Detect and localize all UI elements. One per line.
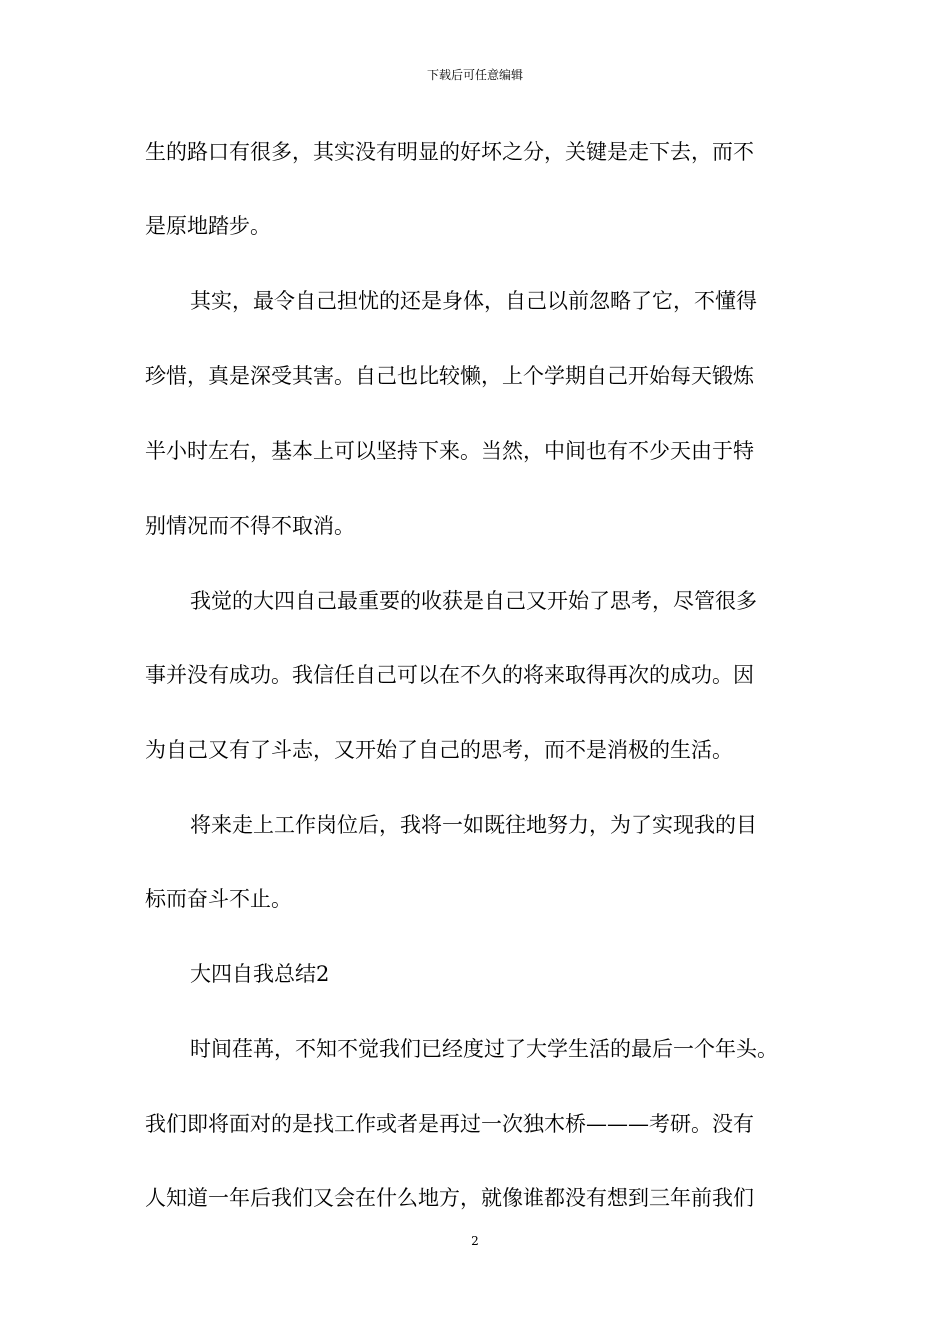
page-number: 2 bbox=[471, 1234, 479, 1248]
text-line: 标而奋斗不止。 bbox=[145, 887, 292, 911]
text-line: 半小时左右，基本上可以坚持下来。当然，中间也有不少天由于特 bbox=[145, 439, 754, 463]
text-line: 时间荏苒，不知不觉我们已经度过了大学生活的最后一个年头。 bbox=[190, 1037, 778, 1061]
text-line: 珍惜，真是深受其害。自己也比较懒，上个学期自己开始每天锻炼 bbox=[145, 364, 754, 388]
text-line: 将来走上工作岗位后，我将一如既往地努力，为了实现我的目 bbox=[190, 813, 757, 837]
text-line: 我们即将面对的是找工作或者是再过一次独木桥———考研。没有 bbox=[145, 1112, 754, 1136]
text-line: 生的路口有很多，其实没有明显的好坏之分，关键是走下去，而不 bbox=[145, 140, 754, 164]
text-line: 是原地踏步。 bbox=[145, 214, 271, 238]
text-line: 事并没有成功。我信任自己可以在不久的将来取得再次的成功。因 bbox=[145, 663, 754, 687]
text-line: 为自己又有了斗志，又开始了自己的思考，而不是消极的生活。 bbox=[145, 738, 733, 762]
section-heading: 大四自我总结2 bbox=[190, 962, 330, 986]
text-line: 人知道一年后我们又会在什么地方，就像谁都没有想到三年前我们 bbox=[145, 1186, 754, 1210]
text-line: 其实，最令自己担忧的还是身体，自己以前忽略了它，不懂得 bbox=[190, 289, 757, 313]
text-line: 我觉的大四自己最重要的收获是自己又开始了思考，尽管很多 bbox=[190, 589, 757, 613]
text-line: 别情况而不得不取消。 bbox=[145, 514, 355, 538]
page-header: 下载后可任意编辑 bbox=[426, 68, 523, 82]
